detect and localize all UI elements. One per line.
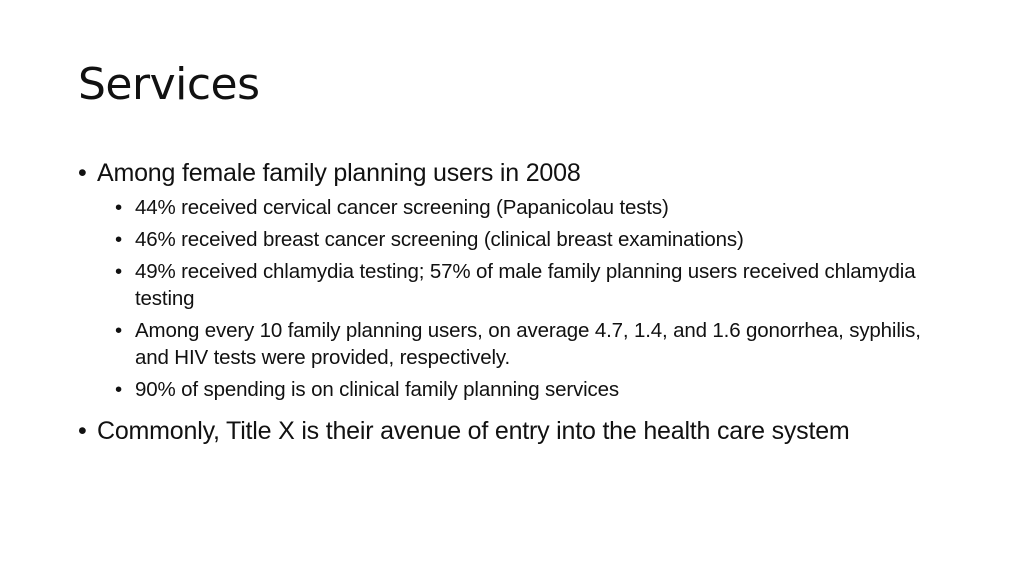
bullet-text: Commonly, Title X is their avenue of entry into the health care system [97,417,850,445]
bullet-level1-1 [78,414,968,448]
bullet-text: Among female family planning users in 2008 [97,159,581,187]
bullet-dot-icon: • [115,319,123,342]
sub-bullet-text: 46% received breast cancer screening (clinical breast examinations) [135,228,744,251]
slide-title: Services [78,59,260,110]
bullet-dot-icon: • [115,378,123,401]
sub-bullet-text: 90% of spending is on clinical family planning services [135,378,620,401]
bullet-dot-icon: • [115,260,123,283]
bullet-dot-icon: • [78,417,87,445]
bullet-level2-2 [78,258,968,312]
sub-bullet-text: 44% received cervical cancer screening (Papanicolau tests) [135,196,669,219]
bullet-level2-3 [78,317,968,371]
bullet-dot-icon: • [115,196,123,219]
bullet-level2-4 [78,376,968,403]
sub-bullet-text: Among every 10 family planning users, on average 4.7, 1.4, and 1.6 gonorrhea, syphilis, and HIV tests were provided, respectively. [135,319,921,369]
sub-bullet-list [78,194,968,403]
bullet-level2-0 [78,194,968,221]
bullet-level1-0 [78,156,968,190]
sub-bullet-text: 49% received chlamydia testing; 57% of male family planning users received chlamydia testing [135,260,916,310]
bullet-level2-1 [78,226,968,253]
bullet-dot-icon: • [78,159,87,187]
slide-body [78,156,968,448]
bullet-dot-icon: • [115,228,123,251]
